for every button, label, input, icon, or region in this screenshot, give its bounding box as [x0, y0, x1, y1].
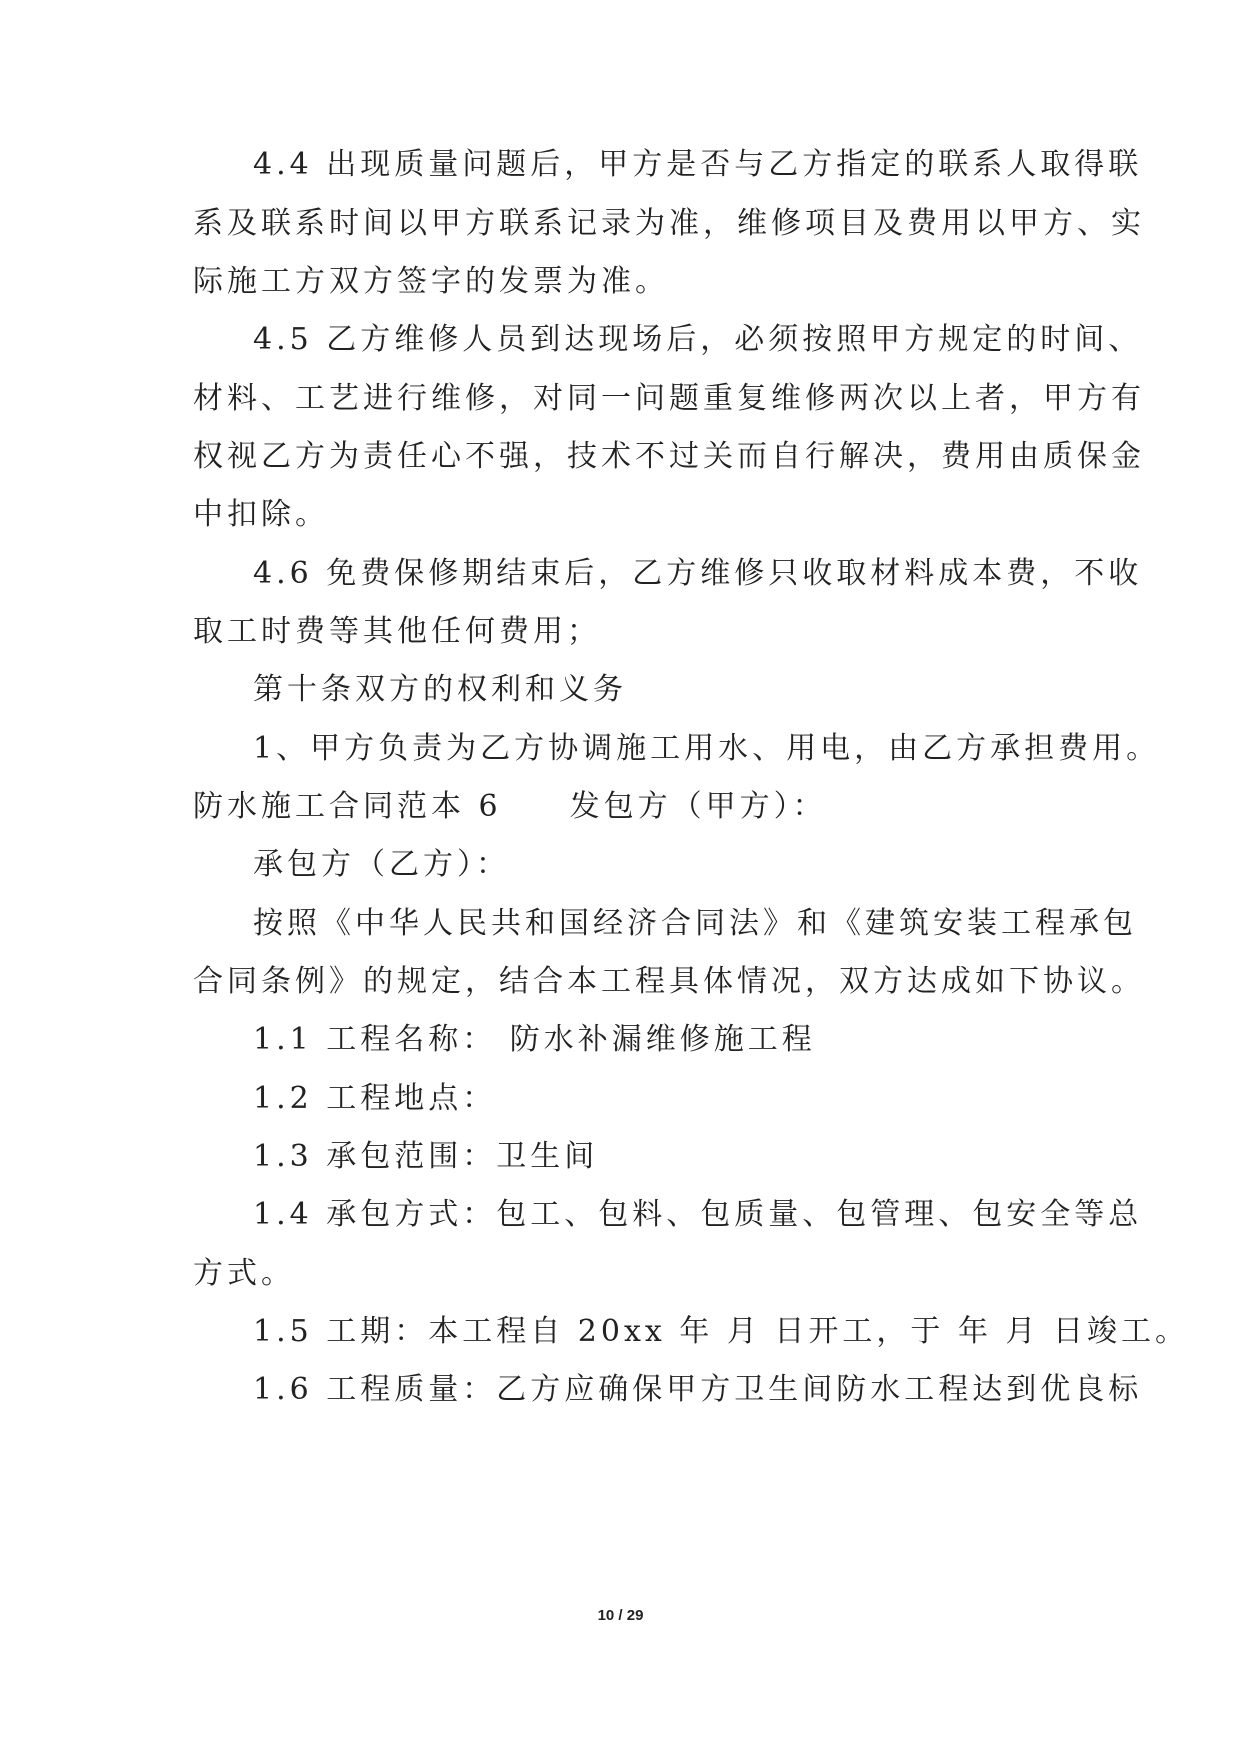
paragraph-line: 承包方（乙方）：: [253, 847, 510, 882]
paragraph-line: 1.6 工程质量：乙方应确保甲方卫生间防水工程达到优良标: [253, 1372, 1143, 1407]
paragraph-line: 权视乙方为责任心不强，技术不过关而自行解决，费用由质保金: [193, 439, 1145, 474]
paragraph-line: 1.4 承包方式：包工、包料、包质量、包管理、包安全等总: [253, 1197, 1143, 1232]
paragraph-line: 1.2 工程地点：: [253, 1081, 497, 1116]
contract-title-line: 防水施工合同范本 6 发包方（甲方）：: [193, 789, 827, 824]
paragraph-line: 系及联系时间以甲方联系记录为准，维修项目及费用以甲方、实: [193, 206, 1145, 241]
paragraph-line: 4.4 出现质量问题后，甲方是否与乙方指定的联系人取得联: [253, 147, 1143, 182]
section-heading: 第十条双方的权利和义务: [253, 672, 627, 707]
paragraph-line: 按照《中华人民共和国经济合同法》和《建筑安装工程承包: [253, 906, 1137, 941]
paragraph-line: 1.3 承包范围：卫生间: [253, 1139, 599, 1174]
paragraph-line: 4.6 免费保修期结束后，乙方维修只收取材料成本费，不收: [253, 556, 1143, 591]
paragraph-line: 际施工方双方签字的发票为准。: [193, 264, 669, 299]
paragraph-line: 1.1 工程名称： 防水补漏维修施工程: [253, 1022, 816, 1057]
page-number: 10 / 29: [597, 1607, 644, 1624]
paragraph-line: 方式。: [193, 1256, 295, 1291]
paragraph-line: 1.5 工期：本工程自 20xx 年 月 日开工，于 年 月 日竣工。: [253, 1314, 1190, 1349]
paragraph-line: 中扣除。: [193, 497, 329, 532]
paragraph-line: 材料、工艺进行维修，对同一问题重复维修两次以上者，甲方有: [193, 381, 1145, 416]
paragraph-line: 合同条例》的规定，结合本工程具体情况，双方达成如下协议。: [193, 964, 1145, 999]
paragraph-line: 1、甲方负责为乙方协调施工用水、用电，由乙方承担费用。: [253, 731, 1161, 766]
paragraph-line: 4.5 乙方维修人员到达现场后，必须按照甲方规定的时间、: [253, 322, 1143, 357]
paragraph-line: 取工时费等其他任何费用；: [193, 614, 601, 649]
